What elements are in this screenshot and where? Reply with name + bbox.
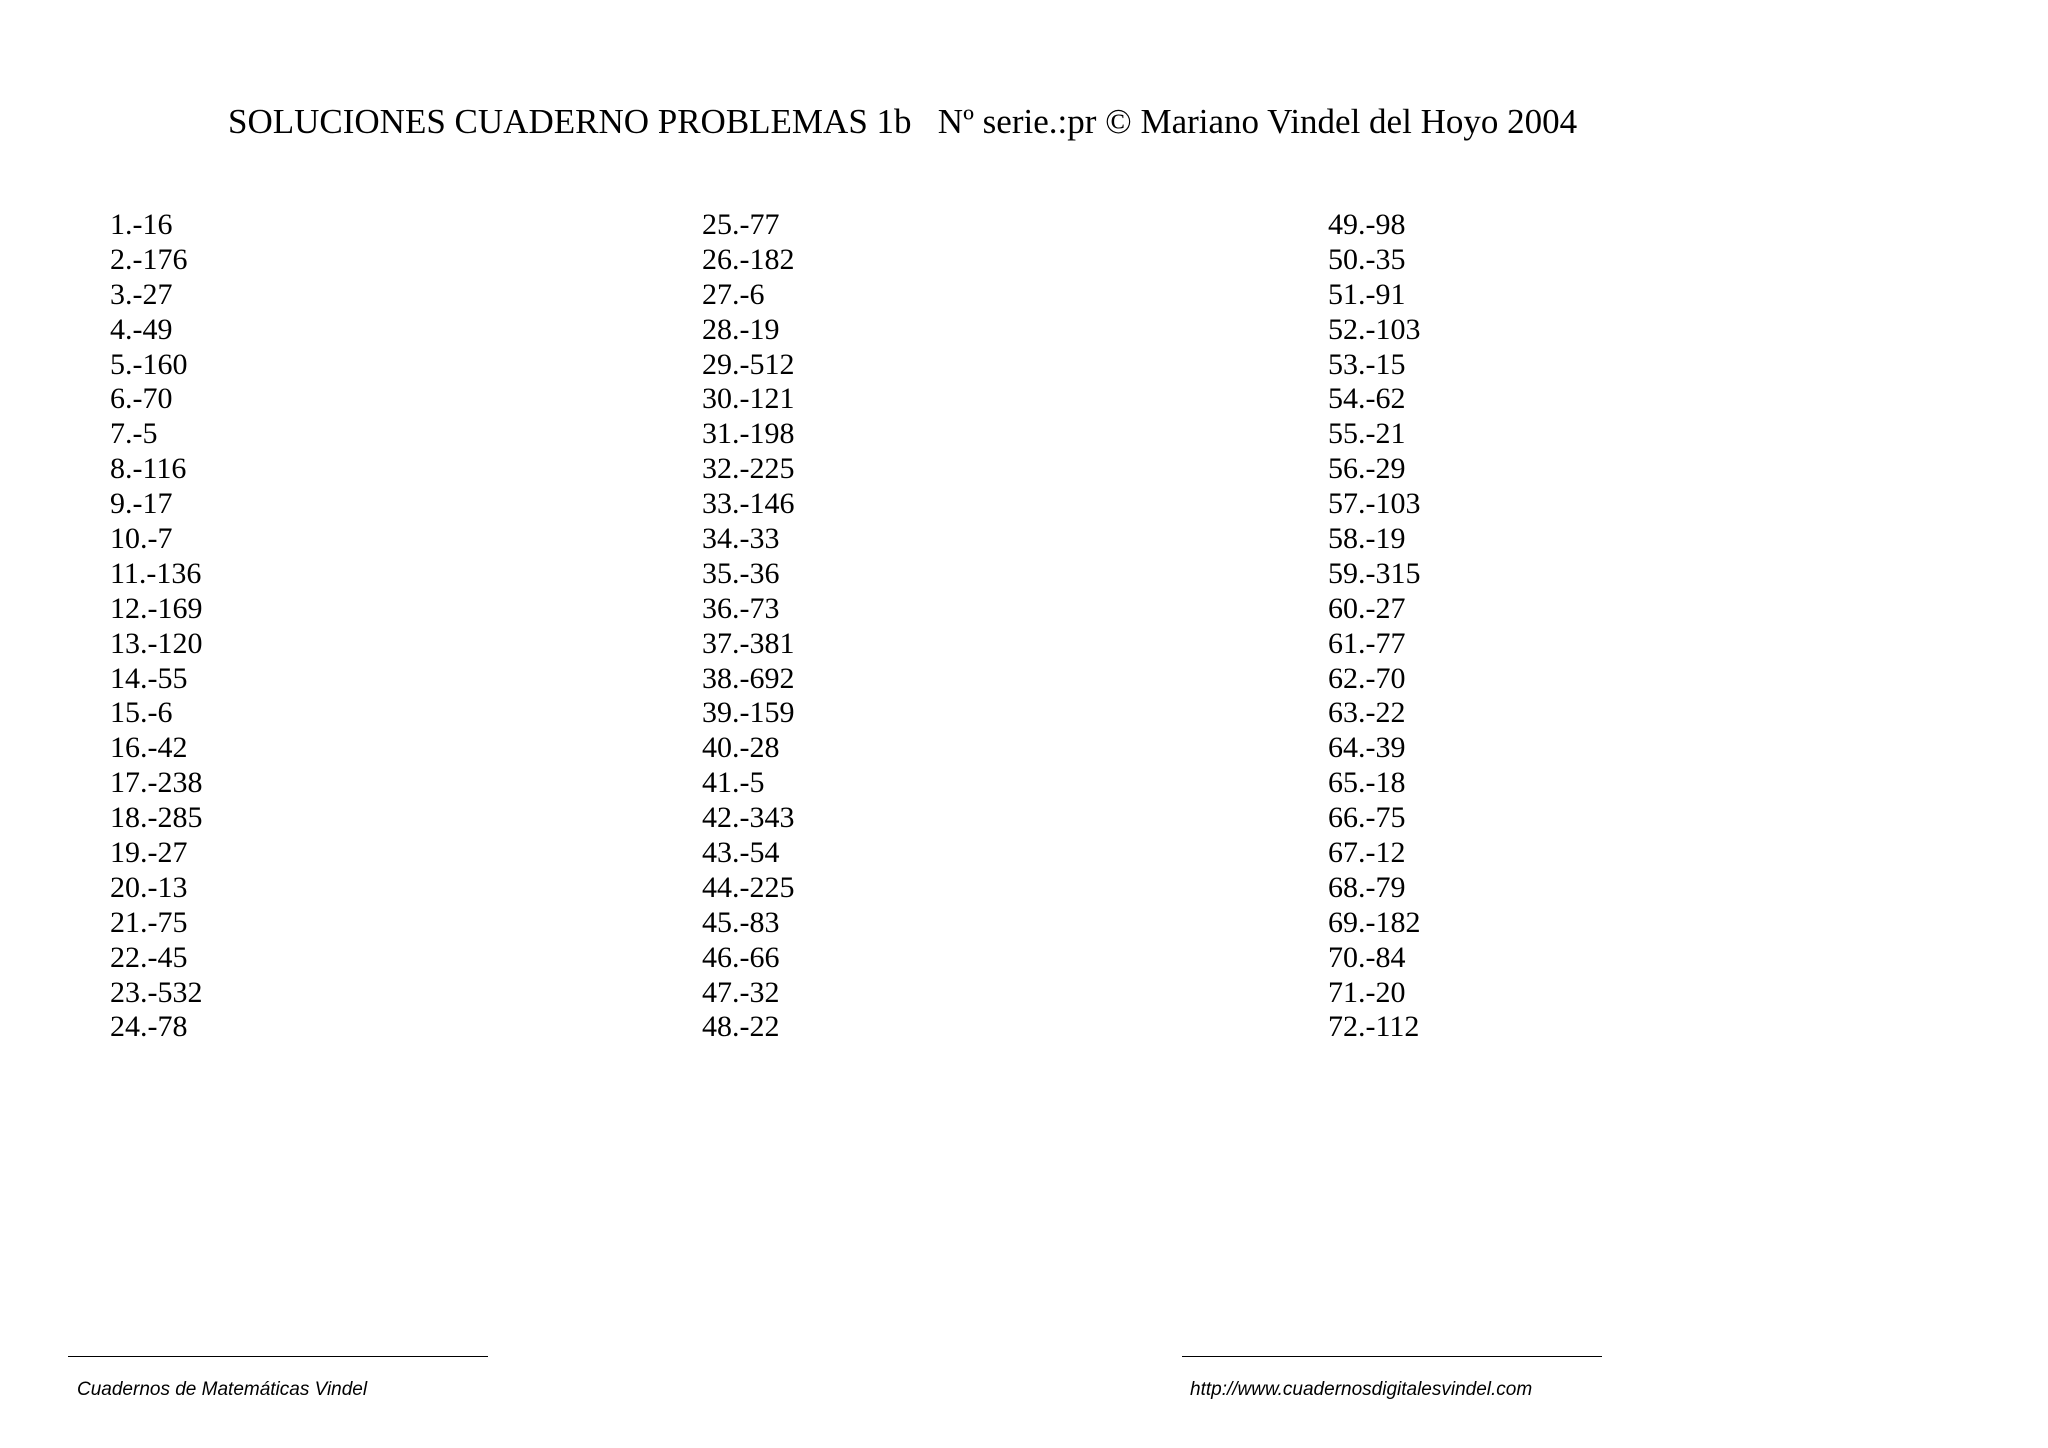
- answer-item: 61.-77: [1328, 626, 1406, 660]
- answer-item: 31.-198: [702, 417, 795, 451]
- answer-item: 52.-103: [1328, 312, 1421, 346]
- answer-item: 8.-116: [110, 452, 187, 486]
- answer-item: 33.-146: [702, 487, 795, 521]
- answer-item: 65.-18: [1328, 766, 1406, 800]
- answer-item: 68.-79: [1328, 870, 1406, 904]
- answer-item: 17.-238: [110, 766, 203, 800]
- answer-item: 24.-78: [110, 1010, 188, 1044]
- answer-item: 49.-98: [1328, 208, 1406, 241]
- answer-item: 29.-512: [702, 347, 795, 381]
- answer-item: 19.-27: [110, 836, 188, 870]
- answer-item: 27.-6: [702, 277, 765, 311]
- footer-url: http://www.cuadernosdigitalesvindel.com: [1190, 1379, 1533, 1400]
- answer-item: 62.-70: [1328, 661, 1406, 695]
- answer-item: 14.-55: [110, 661, 188, 695]
- answer-item: 4.-49: [110, 312, 173, 346]
- answer-item: 22.-45: [110, 940, 188, 974]
- answer-item: 16.-42: [110, 731, 188, 765]
- answer-item: 10.-7: [110, 522, 173, 556]
- answer-item: 38.-692: [702, 661, 795, 695]
- answer-item: 32.-225: [702, 452, 795, 486]
- answer-item: 13.-120: [110, 626, 203, 660]
- answer-item: 2.-176: [110, 242, 188, 276]
- answer-item: 69.-182: [1328, 905, 1421, 939]
- answer-item: 53.-15: [1328, 347, 1406, 381]
- answer-item: 15.-6: [110, 696, 173, 730]
- answer-item: 34.-33: [702, 522, 780, 556]
- answer-item: 41.-5: [702, 766, 765, 800]
- answer-item: 7.-5: [110, 417, 158, 451]
- answer-item: 12.-169: [110, 591, 203, 625]
- answers-column-2: [702, 208, 795, 1045]
- answer-item: 21.-75: [110, 905, 188, 939]
- answer-item: 47.-32: [702, 975, 780, 1009]
- answer-item: 56.-29: [1328, 452, 1406, 486]
- answer-item: 57.-103: [1328, 487, 1421, 521]
- answer-item: 3.-27: [110, 277, 173, 311]
- answer-item: 43.-54: [702, 836, 780, 870]
- answer-item: 35.-36: [702, 556, 780, 590]
- answer-item: 20.-13: [110, 870, 188, 904]
- answer-item: 1.-16: [110, 208, 173, 241]
- answer-item: 36.-73: [702, 591, 780, 625]
- answer-item: 55.-21: [1328, 417, 1406, 451]
- answer-item: 42.-343: [702, 801, 795, 835]
- answer-item: 9.-17: [110, 487, 173, 521]
- answer-item: 5.-160: [110, 347, 188, 381]
- answer-item: 25.-77: [702, 208, 780, 241]
- answer-item: 18.-285: [110, 801, 203, 835]
- answers-column-1: [110, 208, 203, 1045]
- footer-divider-right: [1182, 1356, 1602, 1357]
- answer-item: 72.-112: [1328, 1010, 1420, 1044]
- answer-item: 59.-315: [1328, 556, 1421, 590]
- answer-item: 11.-136: [110, 556, 202, 590]
- answer-item: 39.-159: [702, 696, 795, 730]
- answer-item: 54.-62: [1328, 382, 1406, 416]
- answer-item: 63.-22: [1328, 696, 1406, 730]
- answer-item: 50.-35: [1328, 242, 1406, 276]
- answer-item: 46.-66: [702, 940, 780, 974]
- answer-item: 66.-75: [1328, 801, 1406, 835]
- answers-column-3: [1328, 208, 1421, 1045]
- answer-item: 51.-91: [1328, 277, 1406, 311]
- answer-item: 40.-28: [702, 731, 780, 765]
- answer-item: 58.-19: [1328, 522, 1406, 556]
- page-title: SOLUCIONES CUADERNO PROBLEMAS 1b Nº serie.:pr © Mariano Vindel del Hoyo 2004: [228, 102, 1578, 141]
- answer-item: 44.-225: [702, 870, 795, 904]
- answer-item: 60.-27: [1328, 591, 1406, 625]
- answer-item: 6.-70: [110, 382, 173, 416]
- answer-item: 23.-532: [110, 975, 203, 1009]
- answer-item: 30.-121: [702, 382, 795, 416]
- answer-item: 48.-22: [702, 1010, 780, 1044]
- answer-item: 28.-19: [702, 312, 780, 346]
- footer-publisher: Cuadernos de Matemáticas Vindel: [77, 1379, 368, 1400]
- footer-divider-left: [68, 1356, 488, 1357]
- answer-item: 37.-381: [702, 626, 795, 660]
- answer-item: 71.-20: [1328, 975, 1406, 1009]
- answer-item: 45.-83: [702, 905, 780, 939]
- answer-item: 64.-39: [1328, 731, 1406, 765]
- answer-item: 67.-12: [1328, 836, 1406, 870]
- answer-item: 26.-182: [702, 242, 795, 276]
- answer-item: 70.-84: [1328, 940, 1406, 974]
